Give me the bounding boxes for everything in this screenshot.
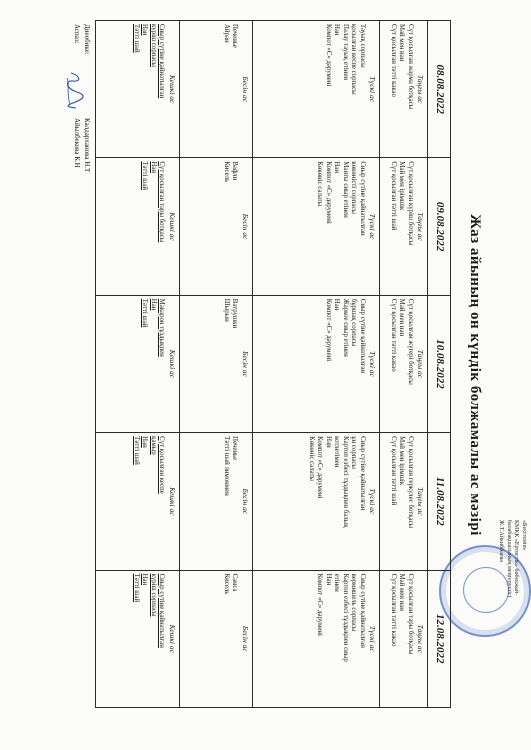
dish: қамыр bbox=[149, 436, 157, 455]
breakfast-row bbox=[379, 21, 427, 708]
meal-title: Түскі ас bbox=[367, 488, 377, 515]
dish: Тәтті шай bbox=[132, 24, 140, 53]
dish: Сүт қосылған тәтті какао bbox=[389, 298, 397, 372]
dish: Сүт қосылған жарма ботқасы bbox=[406, 24, 414, 110]
date-header: 08.08.2022 bbox=[428, 21, 451, 158]
menu-cell bbox=[379, 433, 427, 570]
dish: Сиыр сүтіне қайнатылған bbox=[358, 298, 366, 374]
dish: етінен bbox=[333, 573, 341, 592]
dish: Сүт қосылған тәтті какао bbox=[389, 24, 397, 97]
dish: Нан bbox=[149, 161, 157, 173]
dish: Сүт қосылған кеспе bbox=[158, 436, 166, 494]
meal-title: Таңғы ас bbox=[416, 75, 425, 104]
dish: Компот «С» дәрумені bbox=[316, 436, 324, 499]
dish: Нан bbox=[149, 298, 157, 311]
meal-title: Таңғы ас bbox=[416, 349, 425, 379]
signature-names bbox=[71, 118, 91, 172]
menu-cell bbox=[179, 433, 252, 570]
dish: Айран bbox=[222, 24, 230, 43]
approval-line: балабақшасының меңгерушісі bbox=[506, 520, 512, 598]
menu-cell bbox=[252, 158, 379, 295]
dish: Сүт қосылған күріш ботқасы bbox=[406, 161, 414, 246]
dish: Сүт қосылған геркулес ботқасы bbox=[406, 436, 414, 529]
meal-title: Кешкі ас bbox=[167, 624, 177, 653]
menu-cell bbox=[96, 158, 180, 295]
menu-cell bbox=[379, 158, 427, 295]
menu-cell bbox=[96, 295, 180, 432]
cook-label: Аспаз: bbox=[73, 24, 82, 44]
dish: Кисель bbox=[222, 573, 230, 595]
dish: Көкөніс салаты bbox=[316, 161, 324, 207]
meal-title: Түскі ас bbox=[367, 213, 377, 240]
dish: Печенье bbox=[231, 436, 239, 461]
meal-title: Таңғы ас bbox=[416, 624, 425, 653]
menu-cell bbox=[252, 433, 379, 570]
meal-title: Түскі ас bbox=[367, 351, 377, 377]
dish: вермишель сорпасы bbox=[350, 573, 358, 632]
dish: Печенье bbox=[231, 24, 239, 48]
dish: Картоп езбесі тұздықпен балық bbox=[341, 436, 349, 528]
meal-title: Кешкі ас bbox=[167, 75, 177, 104]
dish: Сүт қосылған тәтті шай bbox=[389, 161, 397, 231]
dish: Шырын bbox=[222, 298, 230, 322]
dish: Кисель bbox=[222, 161, 230, 183]
menu-cell bbox=[179, 570, 252, 707]
nurse-label: Диеобике: bbox=[83, 24, 91, 55]
date-row bbox=[428, 21, 451, 708]
dish: Сүт қосылған тәтті шай bbox=[389, 436, 397, 506]
menu-cell bbox=[379, 570, 427, 707]
date-header: 09.08.2022 bbox=[428, 158, 451, 295]
dish: бұршақ сорпасы bbox=[350, 298, 358, 347]
meal-title: Таңғы ас bbox=[416, 212, 425, 241]
dish: Нан bbox=[324, 573, 332, 586]
dish: Тәтті шай лимонмен bbox=[222, 436, 230, 496]
meal-title: Бесін ас bbox=[240, 76, 250, 103]
dish: көкөністі сорпасы bbox=[350, 161, 358, 214]
dish: Тәтті шай bbox=[132, 436, 140, 465]
dish: Нан bbox=[333, 24, 341, 36]
dish: Компот «С» дәрумені bbox=[316, 573, 324, 636]
dish: Нан bbox=[141, 24, 149, 36]
dish: Макарон тұздықпен bbox=[158, 298, 166, 357]
meal-title: Түскі ас bbox=[367, 76, 377, 103]
approval-line: «Бекітемін» bbox=[521, 520, 527, 551]
dish: Ватрушки bbox=[231, 298, 239, 329]
dish: Жаркое сиыр етінен bbox=[341, 298, 349, 357]
dish: Тәтті шай bbox=[141, 161, 149, 190]
dish: күріш сорпасы bbox=[149, 573, 157, 617]
approval-line: Ж.Т.Айкиббаева bbox=[498, 520, 505, 562]
document-title: Жаз айының он күндік болжамалы ас мәзірі bbox=[467, 214, 483, 536]
lunch-row bbox=[252, 21, 379, 708]
dish: Картоп езбесі тұздықпен сиыр bbox=[341, 573, 349, 662]
dish: Сүт қосылған тары ботқасы bbox=[406, 573, 414, 655]
dish: Нан bbox=[141, 436, 149, 448]
meal-title: Түскі ас bbox=[367, 625, 377, 652]
dinner-row bbox=[96, 21, 180, 708]
meal-title: Бесін ас bbox=[240, 488, 250, 515]
dish: Тәтті шай bbox=[132, 573, 140, 603]
snack-row bbox=[179, 21, 252, 708]
approval-line: КМҚК «Ертөстік» бөбекжай- bbox=[513, 520, 520, 596]
date-header: 10.08.2022 bbox=[428, 295, 451, 432]
dish: Самса bbox=[231, 573, 239, 592]
menu-cell bbox=[96, 433, 180, 570]
dish: күріш сорпасы bbox=[149, 24, 157, 67]
dish: Көкөніс салаты bbox=[307, 436, 315, 481]
dish: Сиыр сүтіне қайнатылған bbox=[358, 573, 366, 648]
date-header: 12.08.2022 bbox=[428, 570, 451, 707]
menu-cell bbox=[179, 158, 252, 295]
dish: Май мен ірімшік bbox=[398, 161, 406, 211]
meal-title: Бесін ас bbox=[240, 213, 250, 240]
dish: Тауық сорпасы bbox=[358, 24, 366, 68]
dish: Компот «С» дәрумені bbox=[324, 24, 332, 87]
dish: Сиыр сүтіне қайнатылған bbox=[358, 436, 366, 511]
nurse-name: Калдарханова Н.Т bbox=[83, 118, 91, 173]
menu-cell bbox=[252, 295, 379, 432]
dish: Палау тауық етінен bbox=[341, 24, 349, 81]
dish: Сүт қосылған тары ботқасы bbox=[158, 161, 166, 243]
menu-cell bbox=[252, 21, 379, 158]
date-header: 11.08.2022 bbox=[428, 433, 451, 570]
dish: қосылған кеспе сорпасы bbox=[350, 24, 358, 95]
cook-name: Айылбекова К.Н bbox=[73, 118, 82, 168]
menu-cell bbox=[96, 21, 180, 158]
dish: Манты сиыр етінен bbox=[341, 161, 349, 218]
dish: Вафли bbox=[231, 161, 239, 181]
meal-title: Таңғы ас bbox=[416, 487, 425, 516]
menu-cell bbox=[379, 21, 427, 158]
dish: Компот «С» дәрумені bbox=[324, 161, 332, 224]
dish: Май мен нан bbox=[398, 24, 406, 62]
handwritten-signature bbox=[63, 70, 85, 110]
dish: Сиыр сүтіне қайнатылған bbox=[158, 573, 166, 648]
dish: Сүт қосылған тәтті какао bbox=[389, 573, 397, 647]
meal-title: Кешкі ас bbox=[167, 487, 177, 516]
menu-cell bbox=[379, 295, 427, 432]
dish: котлетімен bbox=[333, 436, 341, 468]
dish: ұн сорпасы bbox=[350, 436, 358, 469]
dish: Компот «С» дәрумені bbox=[324, 298, 332, 362]
dish: Май мен ірімшік bbox=[398, 436, 406, 486]
menu-cell bbox=[179, 295, 252, 432]
dish: Нан bbox=[324, 436, 332, 448]
menu-cell bbox=[179, 21, 252, 158]
dish: Май мен нан bbox=[398, 573, 406, 611]
meal-title: Кешкі ас bbox=[167, 349, 177, 379]
meal-title: Бесін ас bbox=[240, 351, 250, 377]
signature-labels bbox=[71, 24, 91, 55]
menu-cell bbox=[96, 570, 180, 707]
meal-title: Кешкі ас bbox=[167, 212, 177, 241]
dish: Сиыр сүтіне қайнатылған bbox=[358, 161, 366, 236]
menu-cell bbox=[252, 570, 379, 707]
menu-table bbox=[95, 20, 451, 708]
dish: Нан bbox=[141, 573, 149, 586]
meal-title: Бесін ас bbox=[240, 625, 250, 652]
dish: Нан bbox=[333, 298, 341, 311]
approval-block bbox=[497, 520, 527, 680]
dish: Сиыр сүтіне қайнатылған bbox=[158, 24, 166, 99]
dish: Нан bbox=[333, 161, 341, 173]
dish: Тәтті шай bbox=[141, 298, 149, 328]
dish: Май мен нан bbox=[398, 298, 406, 337]
dish: Сүт қосылған жүгері ботқасы bbox=[406, 298, 414, 385]
